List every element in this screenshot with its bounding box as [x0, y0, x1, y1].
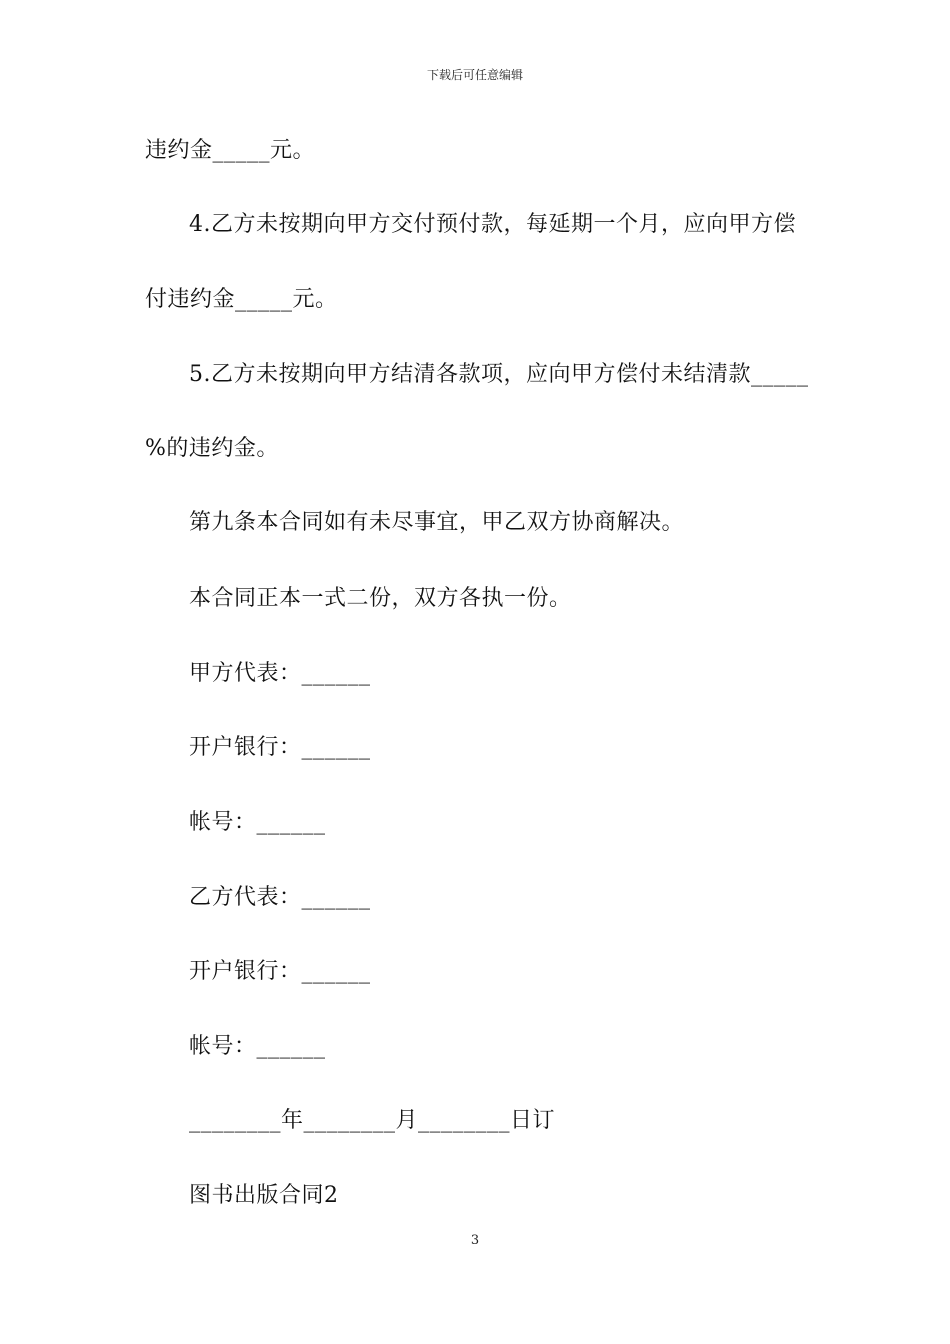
page-number: 3 — [470, 1233, 480, 1248]
party-a-representative-field: 甲方代表：______ — [189, 661, 371, 686]
party-a-account-field: 帐号：______ — [189, 810, 326, 835]
party-b-bank-field: 开户银行：______ — [189, 959, 371, 984]
clause-4-line-1: 4.乙方未按期向甲方交付预付款，每延期一个月，应向甲方偿 — [189, 212, 796, 237]
party-b-representative-field: 乙方代表：______ — [189, 885, 371, 910]
page-header: 下载后可任意编辑 — [426, 68, 523, 82]
penalty-amount-line: 违约金_____元。 — [145, 138, 316, 163]
clause-5-line-1: 5.乙方未按期向甲方结清各款项，应向甲方偿付未结清款_____ — [189, 362, 809, 387]
article-9-text: 第九条本合同如有未尽事宜，甲乙双方协商解决。 — [189, 510, 685, 535]
party-a-bank-field: 开户银行：______ — [189, 735, 371, 760]
clause-4-line-2: 付违约金_____元。 — [145, 287, 338, 312]
signing-date-field: ________年________月________日订 — [189, 1108, 556, 1133]
clause-5-line-2: %的违约金。 — [145, 436, 279, 461]
copies-clause-text: 本合同正本一式二份，双方各执一份。 — [189, 586, 572, 611]
next-contract-title: 图书出版合同2 — [189, 1183, 339, 1208]
party-b-account-field: 帐号：______ — [189, 1034, 326, 1059]
